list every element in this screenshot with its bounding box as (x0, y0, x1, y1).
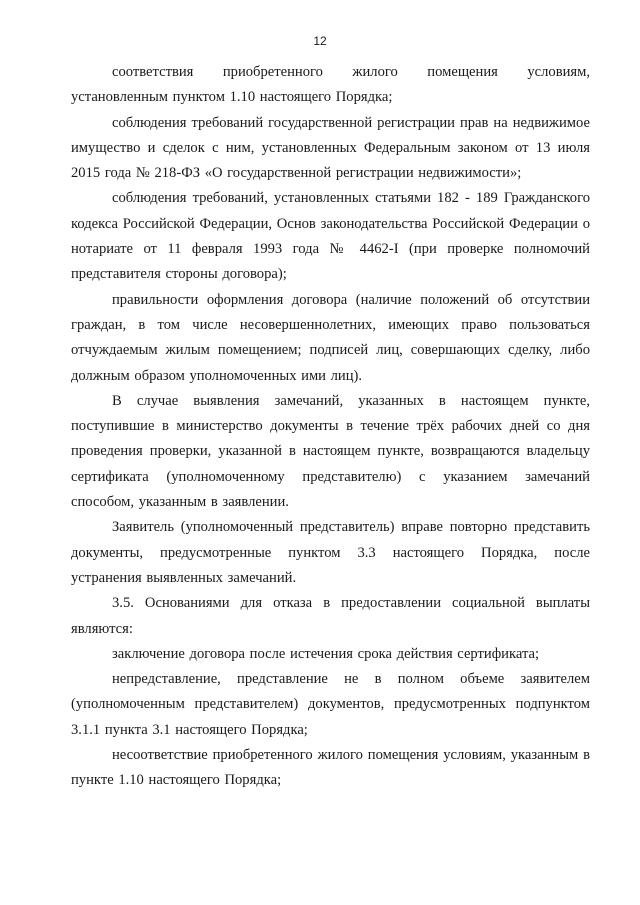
paragraph-4: правильности оформления договора (наличие положений об отсутствии граждан, в том числе несовершеннолетних, имеющих право пользоваться отчуждаемым жилым помещением; подписей лиц, совершающих сделку, либо должным образом уполномоченных ими лиц). (71, 291, 590, 384)
paragraph-8: заключение договора после истечения срока действия сертификата; (112, 645, 540, 662)
paragraph-10: несоответствие приобретенного жилого помещения условиям, указанным в пункте 1.10 настоящего Порядка; (71, 747, 590, 789)
paragraph-3: соблюдения требований, установленных статьями 182 - 189 Гражданского кодекса Российской Федерации, Основ законодательства Российской Федерации о нотариате от 11 февраля 1993 года № 4462-I (при проверке полномочий представителя стороны договора); (71, 190, 590, 283)
paragraph-5: В случае выявления замечаний, указанных в настоящем пункте, поступившие в министерство документы в течение трёх рабочих дней со дня проведения проверки, указанной в настоящем пункте, возвращаются владельцу сертификата (уполномоченному представителю) с указанием замечаний способом, указанным в заявлении. (71, 392, 590, 511)
document-body (71, 60, 590, 794)
paragraph-6: Заявитель (уполномоченный представитель) вправе повторно представить документы, предусмотренные пунктом 3.3 настоящего Порядка, после устранения выявленных замечаний. (71, 519, 590, 586)
paragraph-2: соблюдения требований государственной регистрации прав на недвижимое имущество и сделок с ним, установленных Федеральным законом от 13 июля 2015 года № 218-ФЗ «О государственной регистрации недвижимости»; (71, 114, 590, 182)
paragraph-1: соответствия приобретенного жилого помещения условиям, установленным пунктом 1.10 настоящего Порядка; (71, 64, 590, 106)
paragraph-7: 3.5. Основаниями для отказа в предоставлении социальной выплаты являются: (71, 595, 590, 637)
page-number: 12 (313, 34, 327, 48)
paragraph-9: непредставление, представление не в полном объеме заявителем (уполномоченным представителем) документов, предусмотренных подпунктом 3.1.1 пункта 3.1 настоящего Порядка; (71, 671, 590, 738)
